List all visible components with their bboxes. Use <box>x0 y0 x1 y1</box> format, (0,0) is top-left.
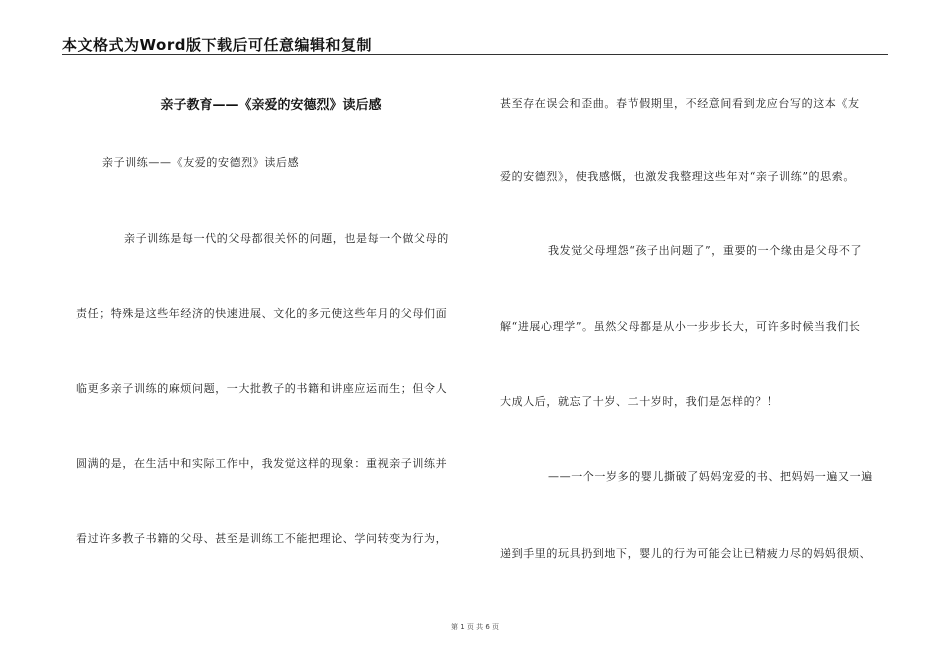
paragraph-line: 亲子训练是每一代的父母都很关怀的问题，也是每一个做父母的 <box>124 232 449 245</box>
paragraph-line: 大成人后，就忘了十岁、二十岁时，我们是怎样的？！ <box>500 395 779 408</box>
paragraph-line: 责任；特殊是这些年经济的快速进展、文化的多元使这些年月的父母们面 <box>76 307 448 320</box>
paragraph-line: 圆满的是，在生活中和实际工作中，我发觉这样的现象：重视亲子训练并 <box>76 457 448 470</box>
paragraph-line: 亲子训练——《友爱的安德烈》读后感 <box>102 156 300 169</box>
paragraph-line: 爱的安德烈》，使我感慨，也激发我整理这些年对“亲子训练”的思索。 <box>500 170 855 183</box>
page-number: 第 1 页 共 6 页 <box>450 623 500 631</box>
paragraph-line: 解“进展心理学”。虽然父母都是从小一步步长大，可许多时候当我们长 <box>500 320 861 333</box>
right-column <box>500 0 885 672</box>
paragraph-line: ——一个一岁多的婴儿撕破了妈妈宠爱的书、把妈妈一遍又一遍 <box>548 470 873 483</box>
paragraph-line: 甚至存在误会和歪曲。春节假期里，不经意间看到龙应台写的这本《友 <box>500 97 860 110</box>
left-column <box>76 0 466 672</box>
paragraph-line: 临更多亲子训练的麻烦问题，一大批教子的书籍和讲座应运而生；但令人 <box>76 382 448 395</box>
paragraph-line: 递到手里的玩具扔到地下，婴儿的行为可能会让已精疲力尽的妈妈很烦、 <box>500 547 872 560</box>
paragraph-line: 我发觉父母埋怨“孩子出问题了”，重要的一个缘由是父母不了 <box>548 244 863 257</box>
header-text: 本文格式为Word版下载后可任意编辑和复制 <box>62 36 372 54</box>
document-title: 亲子教育——《亲爱的安德烈》读后感 <box>160 98 382 113</box>
paragraph-line: 看过许多教子书籍的父母、甚至是训练工不能把理论、学问转变为行为， <box>76 532 448 545</box>
